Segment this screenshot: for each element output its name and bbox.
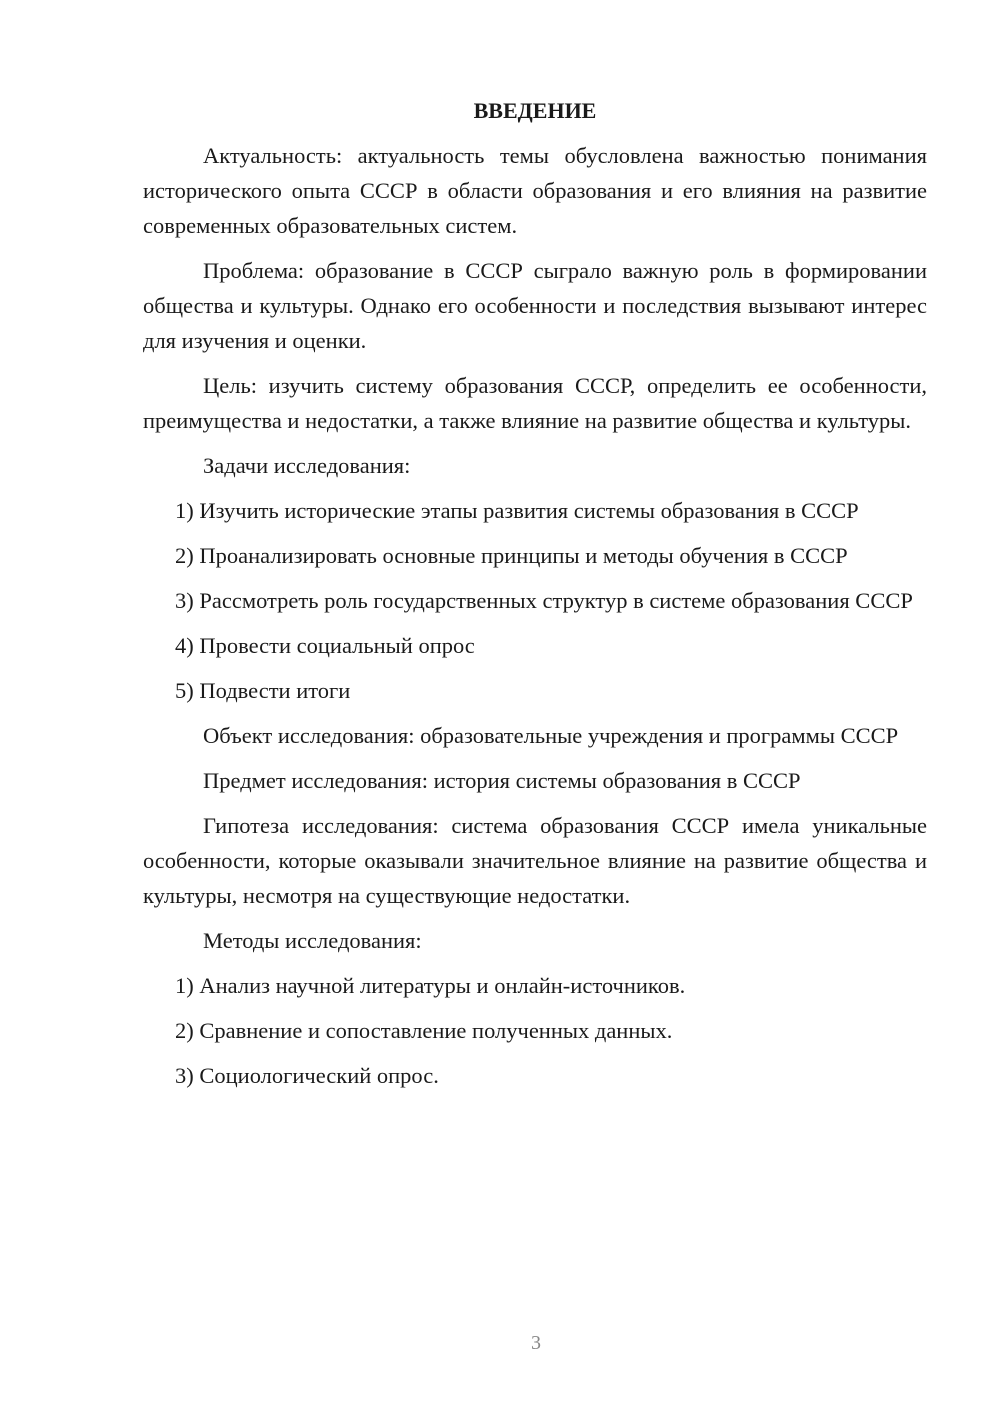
task-item: 1) Изучить исторические этапы развития системы образования в СССР: [175, 498, 859, 523]
method-item: 2) Сравнение и сопоставление полученных данных.: [175, 1018, 673, 1043]
task-item: 4) Провести социальный опрос: [175, 633, 475, 658]
relevance-paragraph: Актуальность: актуальность темы обусловлена важностью понимания исторического опыта СССР в области образования и его влияния на развитие современных образовательных систем.: [143, 143, 927, 238]
document-body: [143, 96, 927, 1103]
task-item: 3) Рассмотреть роль государственных структур в системе образования СССР: [175, 588, 913, 613]
tasks-heading: Задачи исследования:: [203, 453, 411, 478]
problem-paragraph: Проблема: образование в СССР сыграло важную роль в формировании общества и культуры. Однако его особенности и последствия вызывают интерес для изучения и оценки.: [143, 258, 927, 353]
goal-paragraph: Цель: изучить систему образования СССР, определить ее особенности, преимущества и недостатки, а также влияние на развитие общества и культуры.: [143, 373, 927, 433]
page-number: 3: [531, 1332, 541, 1354]
object-paragraph: Объект исследования: образовательные учреждения и программы СССР: [203, 723, 899, 748]
methods-heading: Методы исследования:: [203, 928, 422, 953]
method-item: 1) Анализ научной литературы и онлайн-источников.: [175, 973, 686, 998]
task-item: 5) Подвести итоги: [175, 678, 351, 703]
hypothesis-paragraph: Гипотеза исследования: система образования СССР имела уникальные особенности, которые оказывали значительное влияние на развитие общества и культуры, несмотря на существующие недостатки.: [143, 813, 927, 908]
subject-paragraph: Предмет исследования: история системы образования в СССР: [203, 768, 801, 793]
method-item: 3) Социологический опрос.: [175, 1063, 439, 1088]
task-item: 2) Проанализировать основные принципы и методы обучения в СССР: [175, 543, 848, 568]
section-title: ВВЕДЕНИЕ: [473, 98, 597, 123]
